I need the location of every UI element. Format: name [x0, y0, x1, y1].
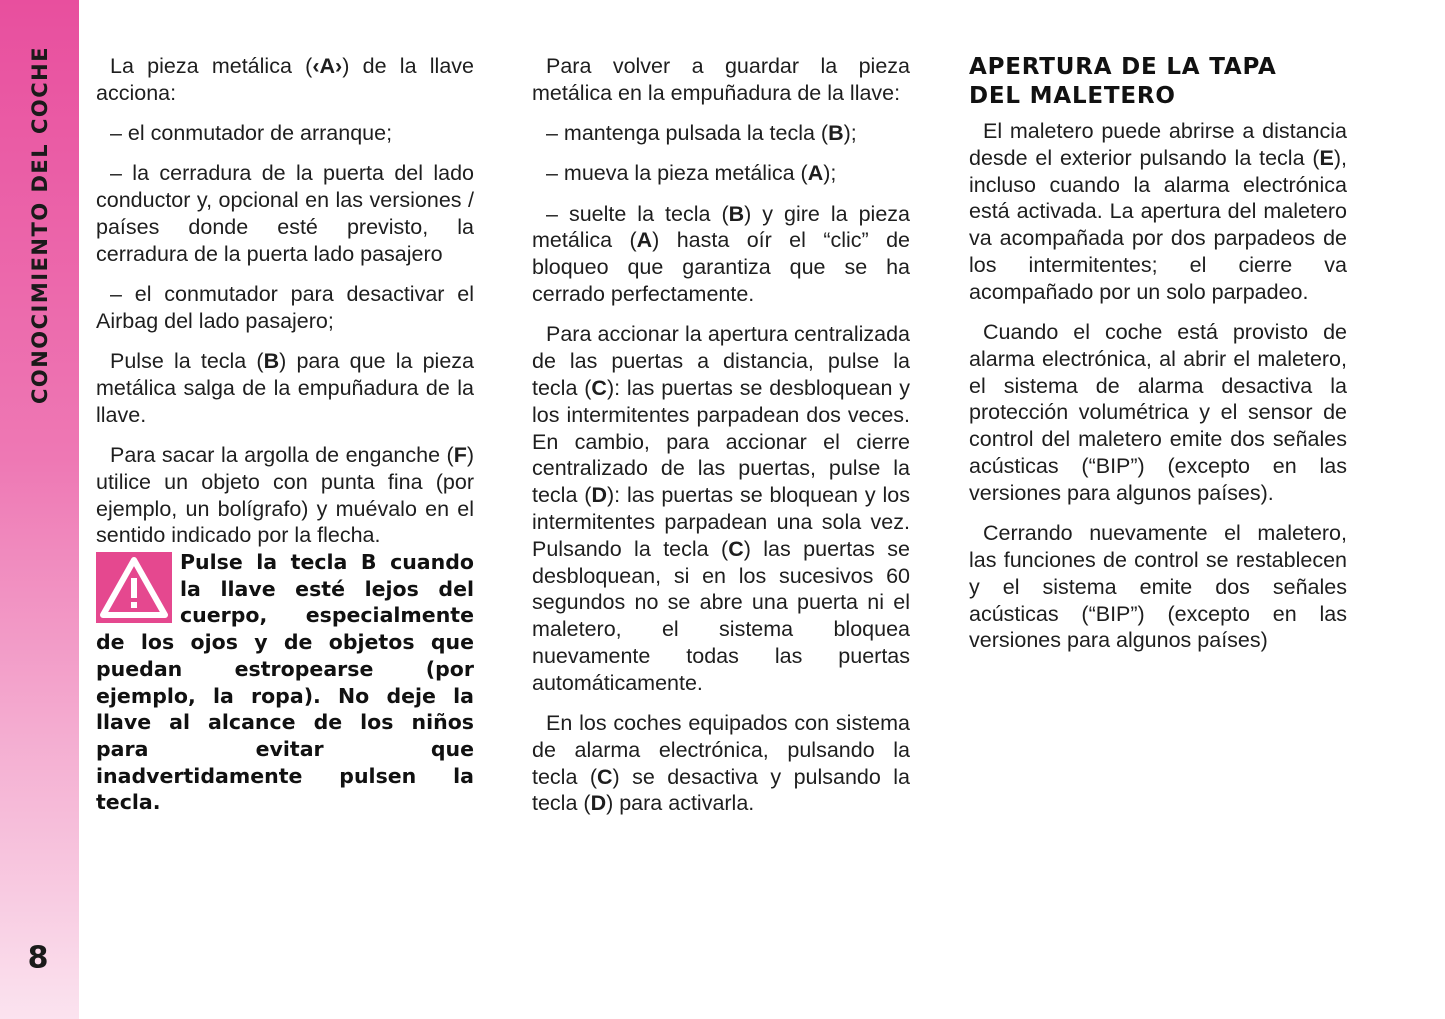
text-column-2 — [532, 53, 910, 831]
paragraph: Para volver a guardar la pieza metálica en la empuñadura de la llave: — [532, 54, 910, 105]
paragraph: Pulse la tecla (B) para que la pieza metálica salga de la empuñadura de la llave. — [96, 349, 474, 427]
text-column-1 — [96, 53, 474, 563]
paragraph: – suelte la tecla (B) y gire la pieza metálica (A) hasta oír el “clic” de bloqueo que garantiza que se ha cerrado perfectamente. — [532, 201, 910, 307]
section-title-vertical: CONOCIMIENTO DEL COCHE — [28, 45, 52, 405]
paragraph: En los coches equipados con sistema de alarma electrónica, pulsando la tecla (C) se desactiva y pulsando la tecla (D) para activarla. — [532, 711, 910, 816]
paragraph: El maletero puede abrirse a distancia desde el exterior pulsando la tecla (E), incluso cuando la alarma electrónica está activada. La apertura del maletero va acompañada por dos parpadeos de los intermitentes; el cierre va acompañado por un solo parpadeo. — [969, 119, 1347, 304]
paragraph: Para sacar la argolla de enganche (F) utilice un objeto con punta fina (por ejemplo, un bolígrafo) y muévalo en el sentido indicado por la flecha. — [96, 443, 474, 548]
paragraph: – la cerradura de la puerta del lado conductor y, opcional en las versiones / países donde esté previsto, la cerradura de la puerta lado pasajero — [96, 161, 474, 266]
paragraph: – mueva la pieza metálica (A); — [546, 161, 837, 186]
paragraph: – mantenga pulsada la tecla (B); — [546, 121, 857, 146]
paragraph: Cerrando nuevamente el maletero, las funciones de control se restablecen y el sistema emite dos señales acústicas (“BIP”) (excepto en las versiones para algunos países) — [969, 521, 1347, 653]
paragraph: Para accionar la apertura centralizada de las puertas a distancia, pulse la tecla (C): las puertas se desbloquean y los intermitentes parpadean dos veces. En cambio, para accionar el cierre centralizado de las puertas, pulse la tecla (D): las puertas se bloquean y los intermitentes parpadean una sola vez. Pulsando la tecla (C) las puertas se desbloquean, si en los sucesivos 60 segundos no se abre una puerta ni el maletero, el sistema bloquea nuevamente todas las puertas automáticamente. — [532, 322, 910, 695]
text-column-3 — [969, 53, 1347, 668]
page-number: 8 — [27, 940, 49, 976]
paragraph: Cuando el coche está provisto de alarma electrónica, al abrir el maletero, el sistema de alarma desactiva la protección volumétrica y el sensor de control del maletero emite dos señales acústicas (“BIP”) (excepto en las versiones para algunos países). — [969, 320, 1347, 505]
paragraph: – el conmutador para desactivar el Airbag del lado pasajero; — [96, 282, 474, 333]
paragraph: La pieza metálica (‹A›) de la llave acciona: — [96, 54, 475, 105]
warning-box — [96, 549, 474, 816]
paragraph: – el conmutador de arranque; — [110, 121, 393, 146]
warning-text: Pulse la tecla B cuando la llave esté lejos del cuerpo, especialmente de los ojos y de objetos que puedan estropearse (por ejemplo, la ropa). No deje la llave al alcance de los niños para evitar que inadvertidamente pulsen la tecla. — [96, 550, 474, 815]
warning-triangle-icon — [96, 552, 172, 623]
sidebar-band — [0, 0, 79, 1019]
section-heading: APERTURA DE LA TAPA DEL MALETERO — [969, 54, 1277, 109]
